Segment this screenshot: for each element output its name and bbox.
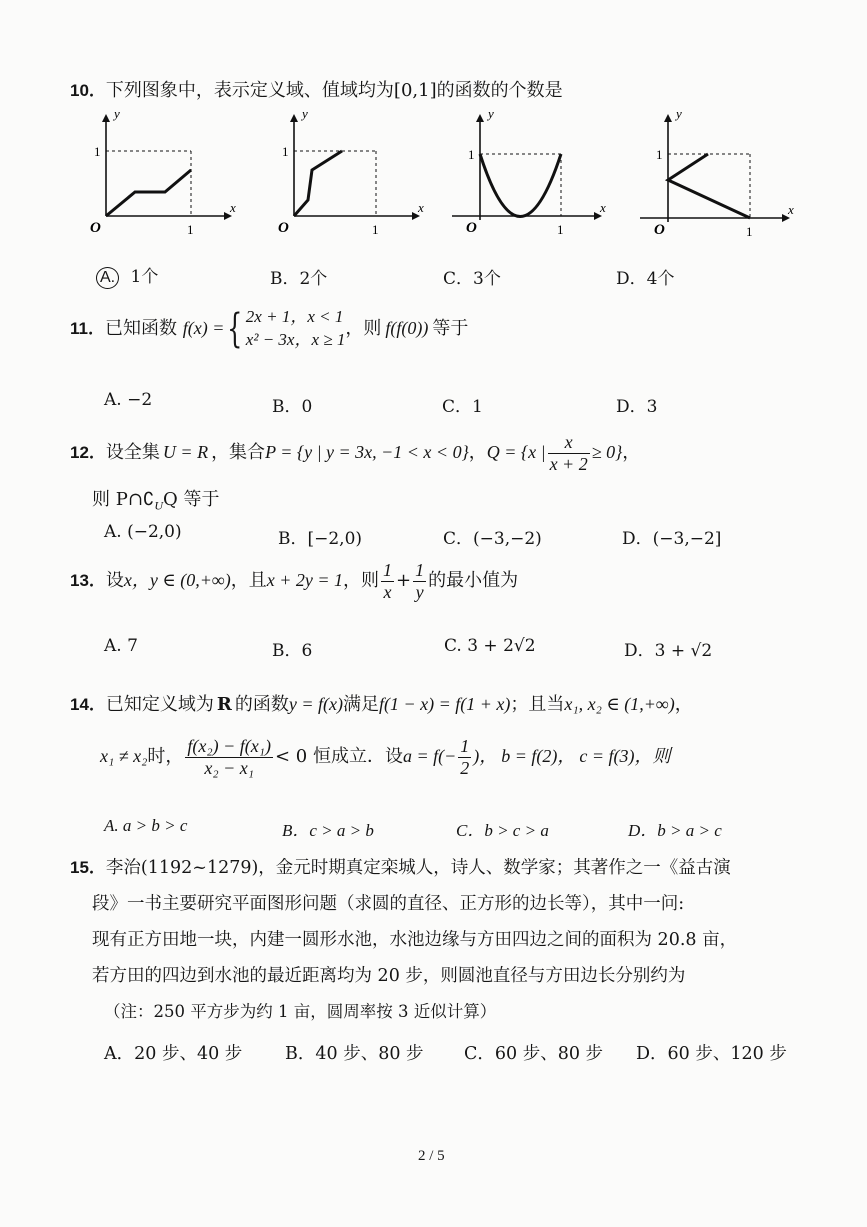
q12-option-b[interactable]: B．[−2,0)	[278, 529, 363, 549]
svg-text:1: 1	[557, 222, 564, 236]
q14-fraction: $\frac{\text{f(x₂) − f(x₁)}}{\text{x₂ − x₁}}$	[187, 736, 271, 778]
q14-line2: x₁ ≠ x₂时， $\frac{\text{f(x₂) − f(x₁)}}{\text{x₂ − x₁}}$ < 0 恒成立．设a = f(− $\frac{1}{2}$ )， b = f(2)， c = f(3)，则	[100, 736, 671, 778]
svg-text:1: 1	[746, 224, 753, 236]
svg-text:x: x	[600, 200, 606, 215]
q10-stem: 10．下列图象中，表示定义域、值域均为[0,1]的函数的个数是	[70, 80, 563, 101]
svg-text:y: y	[488, 106, 494, 121]
svg-text:1: 1	[468, 147, 475, 162]
q11-number: 11	[70, 318, 88, 338]
q15-line-5: （注：250 平方步为约 1 亩，圆周率按 3 近似计算）	[104, 1002, 497, 1021]
q14-number: 14	[70, 695, 89, 714]
q11-option-c[interactable]: C．1	[442, 397, 483, 417]
q15-number: 15	[70, 858, 89, 877]
q14-option-a[interactable]: A. a > b > c	[104, 816, 188, 835]
page-number: 2 / 5	[418, 1148, 445, 1164]
q15-line-1: 李治(1192~1279)，金元时期真定栾城人，诗人、数学家；其著作之一《益古演	[105, 858, 731, 878]
q12-line2: 则 $P\cap∁_UQ$ 等于	[92, 489, 220, 513]
graph-2	[262, 104, 432, 236]
q14-option-b[interactable]: B．c > a > b	[282, 821, 374, 840]
case-brace: {	[227, 305, 243, 352]
q13-option-d[interactable]: D．3 + √2	[624, 641, 713, 661]
q13-fraction-2: $\frac{1}{y}$	[415, 560, 425, 602]
q13-stem: 13．设x，y ∈ (0,+∞)，且x + 2y = 1，则 $\frac{1}{x}$ + $\frac{1}{y}$ 的最小值为	[70, 560, 519, 602]
answer-circle-mark: A.	[96, 267, 119, 289]
q13-fraction-1: $\frac{1}{x}$	[382, 560, 392, 602]
svg-text:x: x	[788, 202, 794, 217]
svg-text:y: y	[302, 106, 308, 121]
q12-fraction: $\frac{x}{x + 2}$	[549, 432, 588, 474]
svg-text:O: O	[654, 222, 665, 236]
q11-option-b[interactable]: B．0	[272, 397, 313, 417]
svg-text:x: x	[230, 200, 236, 215]
q10-option-d[interactable]: D．4个	[616, 269, 675, 289]
q10-option-a[interactable]: A. 1个	[96, 262, 158, 289]
svg-text:x: x	[418, 200, 424, 215]
q12-number: 12	[70, 443, 89, 463]
q15-option-b[interactable]: B．40 步、80 步	[285, 1044, 424, 1064]
q11-stem: 11．已知函数 f(x) ={ 2x + 1，x < 1 x² − 3x，x ≥ 1 ，则 f(f(0)) 等于	[70, 305, 469, 352]
q10-option-b[interactable]: B．2个	[270, 269, 328, 289]
q11-option-a[interactable]: A. −2	[104, 390, 153, 410]
svg-text:1: 1	[372, 222, 379, 236]
svg-text:1: 1	[282, 144, 289, 159]
svg-text:1: 1	[656, 147, 663, 162]
svg-text:O: O	[466, 220, 477, 236]
graph-4	[632, 104, 802, 236]
q15-line-3: 现有正方田地一块，内建一圆形水池，水池边缘与方田四边之间的面积为 20.8 亩，	[92, 930, 738, 950]
q10-option-c[interactable]: C．3个	[443, 269, 501, 289]
q15-line-2: 段》一书主要研究平面图形问题（求圆的直径、正方形的边长等），其中一问:	[92, 894, 685, 914]
svg-text:1: 1	[187, 222, 194, 236]
svg-text:O: O	[90, 220, 101, 236]
graph-1	[70, 104, 240, 236]
q15-line-4: 若方田的四边到水池的最近距离均为 20 步，则圆池直径与方田边长分别约为	[92, 966, 686, 986]
q15-option-a[interactable]: A．20 步、40 步	[104, 1044, 243, 1064]
q12-option-d[interactable]: D．(−3,−2]	[622, 529, 722, 549]
q14-line1: 14．已知定义域为 R 的函数y = f(x)满足f(1 − x) = f(1 + x)；且当x₁, x₂ ∈ (1,+∞)，	[70, 694, 693, 715]
q12-stem: 12．设全集 U = R ，集合P = {y | y = 3x, −1 < x < 0}，Q = {x | $\frac{x}{x + 2}$ ≥ 0}，	[70, 432, 641, 474]
q15-option-c[interactable]: C．60 步、80 步	[464, 1044, 604, 1064]
q12-option-c[interactable]: C．(−3,−2)	[443, 529, 542, 549]
svg-text:y: y	[676, 106, 682, 121]
svg-text:O: O	[278, 220, 289, 236]
q13-option-c[interactable]: C. 3 + 2√2	[444, 636, 536, 656]
q14-option-c[interactable]: C．b > c > a	[456, 821, 549, 840]
q15-option-d[interactable]: D．60 步、120 步	[636, 1044, 787, 1064]
q10-number: 10	[70, 81, 89, 100]
q15-paragraph: 15．李治(1192~1279)，金元时期真定栾城人，诗人、数学家；其著作之一《益古演 段》一书主要研究平面图形问题（求圆的直径、正方形的边长等），其中一问: 现有正方田地一块，内建一圆形水池，水池边缘与方田四边之间的面积为 20.8 亩， 若方田的四边到水池的最近距离均为 20 步，则圆池直径与方田边长分别约为 （注：250 平方步为约 1 亩，圆周率按 3 近似计算）	[70, 850, 840, 1030]
q11-option-d[interactable]: D．3	[616, 397, 658, 417]
q13-option-a[interactable]: A. 7	[104, 636, 138, 656]
q10-text: 下列图象中，表示定义域、值域均为[0,1]的函数的个数是	[105, 80, 563, 101]
q14-half-fraction: $\frac{1}{2}$	[460, 736, 470, 778]
svg-text:y: y	[114, 106, 120, 121]
graph-3	[444, 104, 614, 236]
piecewise-cases: 2x + 1，x < 1 x² − 3x，x ≥ 1	[245, 307, 346, 349]
q13-number: 13	[70, 571, 89, 591]
q14-option-d[interactable]: D．b > a > c	[628, 821, 722, 840]
q12-option-a[interactable]: A. (−2,0)	[104, 522, 182, 542]
svg-text:1: 1	[94, 144, 101, 159]
q13-option-b[interactable]: B．6	[272, 641, 313, 661]
